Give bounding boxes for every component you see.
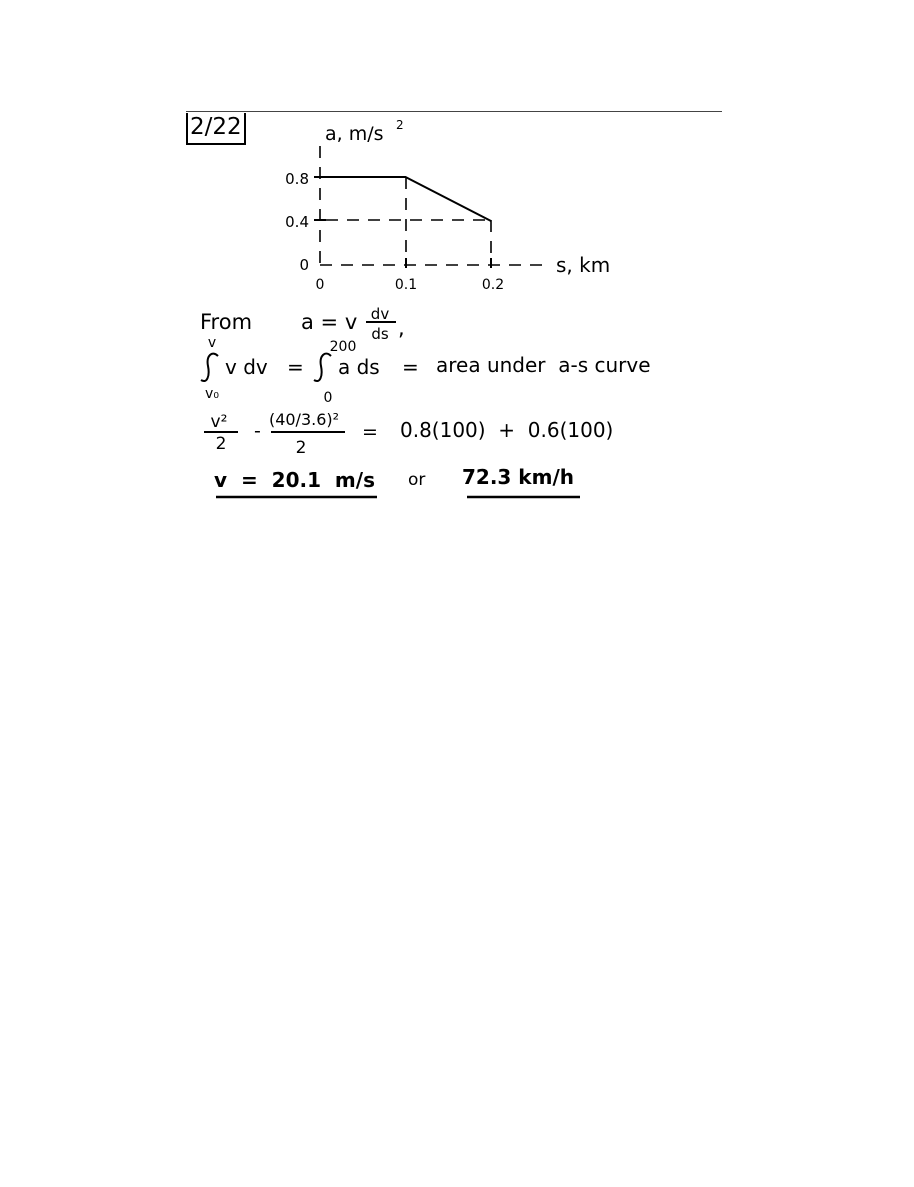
- area-sum: 0.8(100) + 0.6(100): [400, 418, 614, 442]
- integrand: v dv: [225, 355, 268, 379]
- area-statement: area under a-s curve: [436, 353, 651, 377]
- y-axis-label: a, m/s: [325, 123, 384, 145]
- comma: ,: [398, 316, 405, 340]
- integrand: a ds: [338, 355, 380, 379]
- x-axis-label: s, km: [556, 253, 611, 277]
- fraction-denominator: 2: [215, 434, 227, 454]
- answer-line: [214, 465, 580, 497]
- integral-upper-limit: v: [207, 335, 217, 351]
- integral-upper-limit: 200: [329, 339, 357, 355]
- fraction-numerator: (40/3.6)²: [268, 410, 340, 429]
- equation-line-2: [201, 335, 651, 406]
- y-axis-label-exponent: 2: [396, 118, 404, 132]
- derivative-denominator: ds: [371, 325, 389, 343]
- answer-velocity-kmh: 72.3 km/h: [462, 465, 574, 489]
- a-s-diagram: [285, 118, 610, 293]
- from-word: From: [200, 310, 253, 334]
- x-tick-label: 0: [315, 277, 325, 293]
- x-tick-label: 0.2: [481, 277, 505, 293]
- equals-sign: =: [402, 355, 419, 379]
- equals-sign: =: [362, 421, 378, 443]
- integral-lower-limit: v₀: [205, 386, 219, 402]
- answer-velocity-ms: v = 20.1 m/s: [214, 468, 375, 492]
- y-tick-label: 0.8: [285, 170, 309, 188]
- equation-line-3: [204, 410, 613, 458]
- x-tick-label: 0.1: [394, 277, 418, 293]
- equals-sign: =: [287, 355, 304, 379]
- y-tick-label: 0: [299, 256, 309, 274]
- integral-sign: [201, 354, 218, 381]
- y-tick-label: 0.4: [285, 213, 309, 231]
- equation-line-1: [200, 305, 405, 343]
- problem-number: 2/22: [190, 114, 242, 140]
- fraction-denominator: 2: [295, 438, 307, 458]
- minus-sign: -: [254, 420, 261, 442]
- integral-sign: [314, 354, 331, 381]
- equation-lhs: a = v: [301, 310, 358, 334]
- integral-lower-limit: 0: [323, 390, 333, 406]
- or-word: or: [408, 470, 426, 490]
- derivative-numerator: dv: [370, 305, 390, 323]
- fraction-numerator: v²: [210, 412, 228, 432]
